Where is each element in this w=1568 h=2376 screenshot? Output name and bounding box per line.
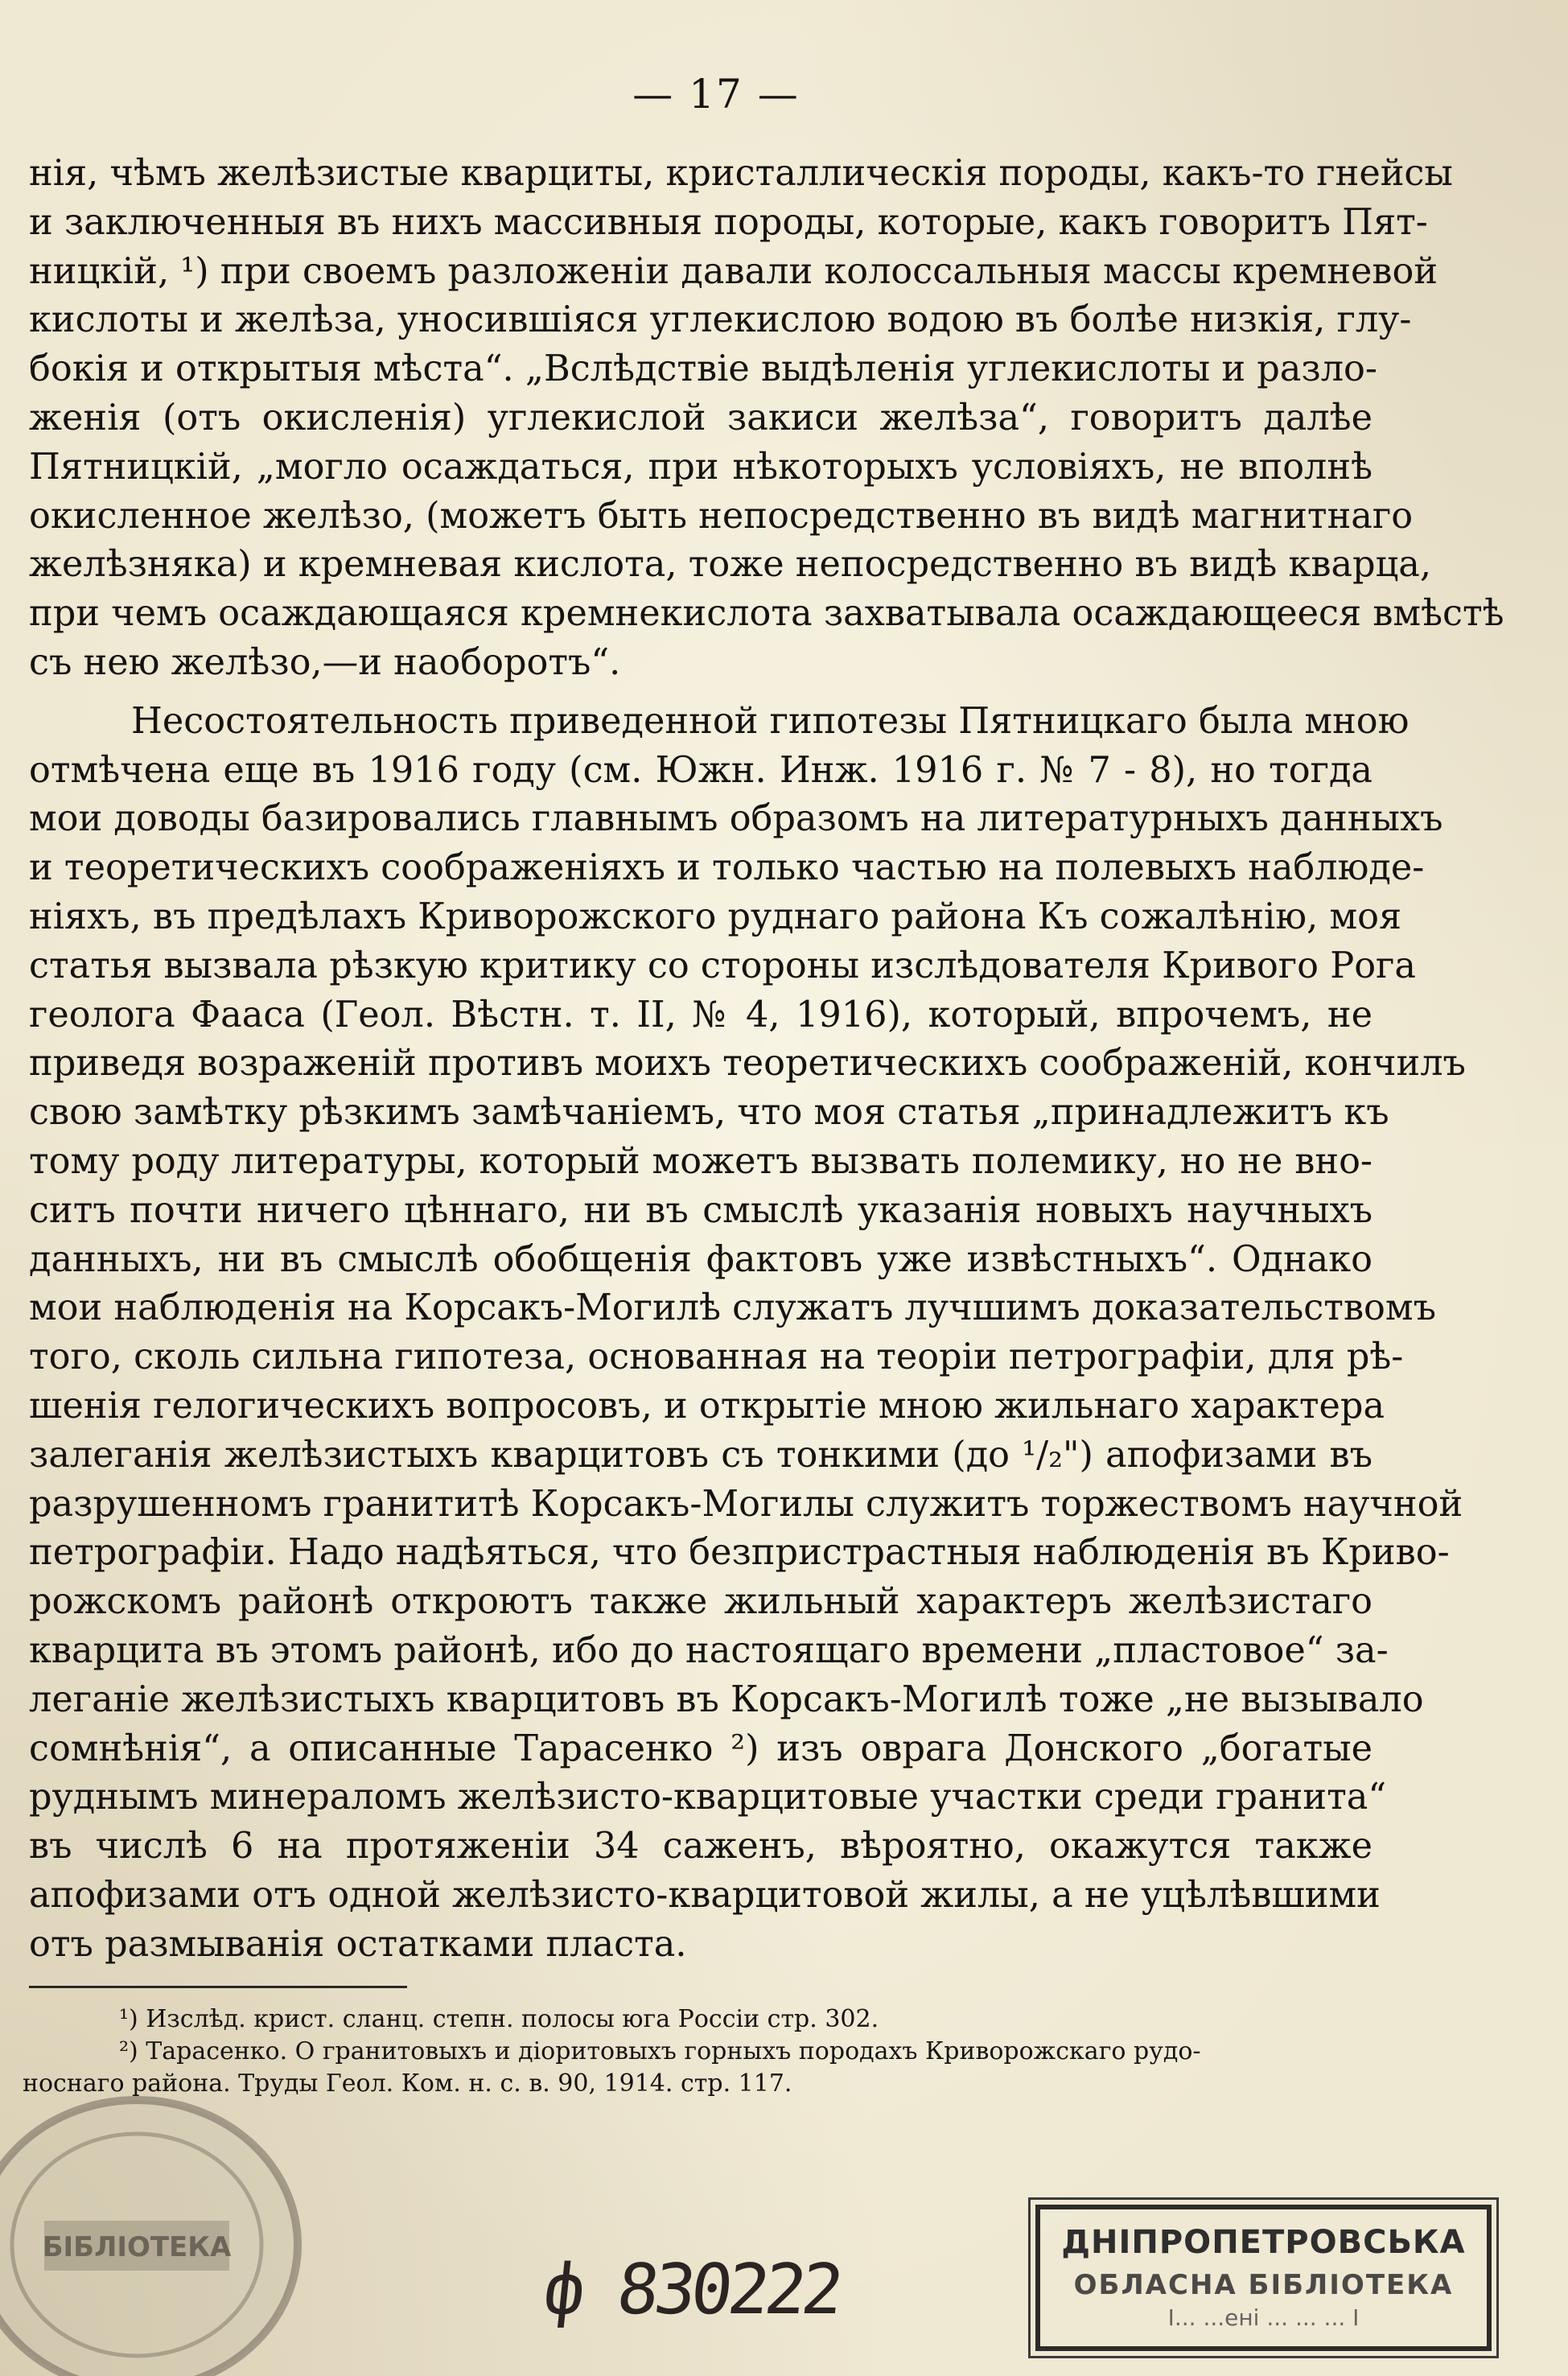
text-line: Пятницкій, „могло осаждаться, при нѣкоторыхъ условіяхъ, не вполнѣ: [29, 445, 1373, 488]
stamp-subtitle: ОБЛАСНА БІБЛІОТЕКА: [1073, 2269, 1454, 2301]
inventory-number: ф 830222: [539, 2250, 843, 2330]
text-line: отъ размыванія остатками пласта.: [29, 1922, 687, 1965]
text-line: съ нею желѣзо,—и наоборотъ“.: [29, 640, 621, 683]
body-text: [29, 149, 1504, 1968]
text-line: петрографіи. Надо надѣяться, что безпристрастныя наблюденія въ Криво-: [29, 1531, 1450, 1574]
text-line: въ числѣ 6 на протяженіи 34 саженъ, вѣроятно, окажутся также: [29, 1825, 1373, 1867]
text-line: ницкій, ¹) при своемъ разложеніи давали колоссальныя массы кремневой: [29, 249, 1438, 292]
text-line: нія, чѣмъ желѣзистые кварциты, кристаллическія породы, какъ-то гнейсы: [29, 152, 1453, 194]
text-line: данныхъ, ни въ смыслѣ обобщенія фактовъ уже извѣстныхъ“. Однако: [29, 1237, 1373, 1280]
footnote-line: ²) Тарасенко. О гранитовыхъ и діоритовыхъ горныхъ породахъ Криворожскаго рудо-: [119, 2037, 1201, 2065]
text-line: приведя возраженій противъ моихъ теоретическихъ соображеній, кончилъ: [29, 1042, 1466, 1085]
footnote-line: носнаго района. Труды Геол. Ком. н. с. в. 90, 1914. стр. 117.: [23, 2069, 792, 2098]
text-line: рожскомъ районѣ откроютъ также жильный характеръ желѣзистаго: [29, 1580, 1373, 1623]
text-line: залеганія желѣзистыхъ кварцитовъ съ тонкими (до ¹/₂") апофизами въ: [29, 1433, 1373, 1476]
library-stamp-rect: [1035, 2205, 1492, 2351]
stamp-footer: І... ...ені ... ... ... І: [1167, 2304, 1360, 2331]
text-line: статья вызвала рѣзкую критику со стороны изслѣдователя Кривого Рога: [29, 944, 1417, 986]
text-line: кислоты и желѣза, уносившіяся углекислою водою въ болѣе низкія, глу-: [29, 299, 1412, 341]
text-line: разрушенномъ гранититѣ Корсакъ-Могилы служитъ торжествомъ научной: [29, 1482, 1463, 1525]
stamp-title: ДНІПРОПЕТРОВСЬКА: [1061, 2224, 1466, 2261]
text-line: желѣзняка) и кремневая кислота, тоже непосредственно въ видѣ кварца,: [29, 543, 1432, 586]
paragraph: [29, 697, 1466, 1969]
page-number: — 17 —: [632, 71, 800, 117]
footnote-line: ¹) Изслѣд. крист. сланц. степн. полосы юга Россіи стр. 302.: [119, 2005, 879, 2033]
text-line: руднымъ минераломъ желѣзисто-кварцитовые участки среди гранита“: [29, 1776, 1387, 1818]
text-line: и заключенныя въ нихъ массивныя породы, которые, какъ говоритъ Пят-: [29, 200, 1428, 243]
text-line: сомнѣнія“, а описанные Тарасенко ²) изъ оврага Донского „богатые: [29, 1727, 1373, 1769]
text-line: мои доводы базировались главнымъ образомъ на литературныхъ данныхъ: [29, 797, 1443, 840]
text-line: того, сколь сильна гипотеза, основанная на теоріи петрографіи, для рѣ-: [29, 1336, 1404, 1378]
library-stamp-oval: [0, 2060, 354, 2376]
text-line: и теоретическихъ соображеніяхъ и только частью на полевыхъ наблюде-: [29, 846, 1425, 889]
text-line: окисленное желѣзо, (можетъ быть непосредственно въ видѣ магнитнаго: [29, 494, 1414, 537]
text-line: апофизами отъ одной желѣзисто-кварцитовой жилы, а не уцѣлѣвшими: [29, 1873, 1381, 1916]
text-line: шенія гелогическихъ вопросовъ, и открытіе мною жильнаго характера: [29, 1384, 1385, 1427]
text-line: женія (отъ окисленія) углекислой закиси желѣза“, говоритъ далѣе: [29, 396, 1373, 439]
text-line: Несостоятельность приведенной гипотезы Пятницкаго была мною: [131, 699, 1410, 742]
text-line: мои наблюденія на Корсакъ-Могилѣ служатъ лучшимъ доказательствомъ: [29, 1287, 1436, 1329]
text-line: свою замѣтку рѣзкимъ замѣчаніемъ, что моя статья „принадлежитъ къ: [29, 1091, 1389, 1134]
text-line: ніяхъ, въ предѣлахъ Криворожского руднаго района Къ сожалѣнію, моя: [29, 895, 1402, 937]
paragraph: [29, 149, 1504, 687]
text-line: ситъ почти ничего цѣннаго, ни въ смыслѣ указанія новыхъ научныхъ: [29, 1188, 1373, 1231]
stamp-oval-text: БІБЛІОТЕКА: [42, 2231, 232, 2263]
text-line: бокія и открытыя мѣста“. „Вслѣдствіе выдѣленія углекислоты и разло-: [29, 348, 1377, 390]
footnote-rule: [29, 1986, 407, 1988]
paragraph-gap: [29, 687, 1373, 697]
text-line: леганіе желѣзистыхъ кварцитовъ въ Корсакъ-Могилѣ тоже „не вызывало: [29, 1678, 1424, 1720]
text-line: кварцита въ этомъ районѣ, ибо до настоящаго времени „пластовое“ за-: [29, 1629, 1389, 1671]
text-line: геолога Фааса (Геол. Вѣстн. т. II, № 4, 1916), который, впрочемъ, не: [29, 993, 1373, 1036]
text-line: при чемъ осаждающаяся кремнекислота захватывала осаждающееся вмѣстѣ: [29, 592, 1504, 635]
text-line: отмѣчена еще въ 1916 году (см. Южн. Инж. 1916 г. № 7 - 8), но тогда: [29, 748, 1373, 791]
text-line: тому роду литературы, который можетъ вызвать полемику, но не вно-: [29, 1139, 1373, 1182]
